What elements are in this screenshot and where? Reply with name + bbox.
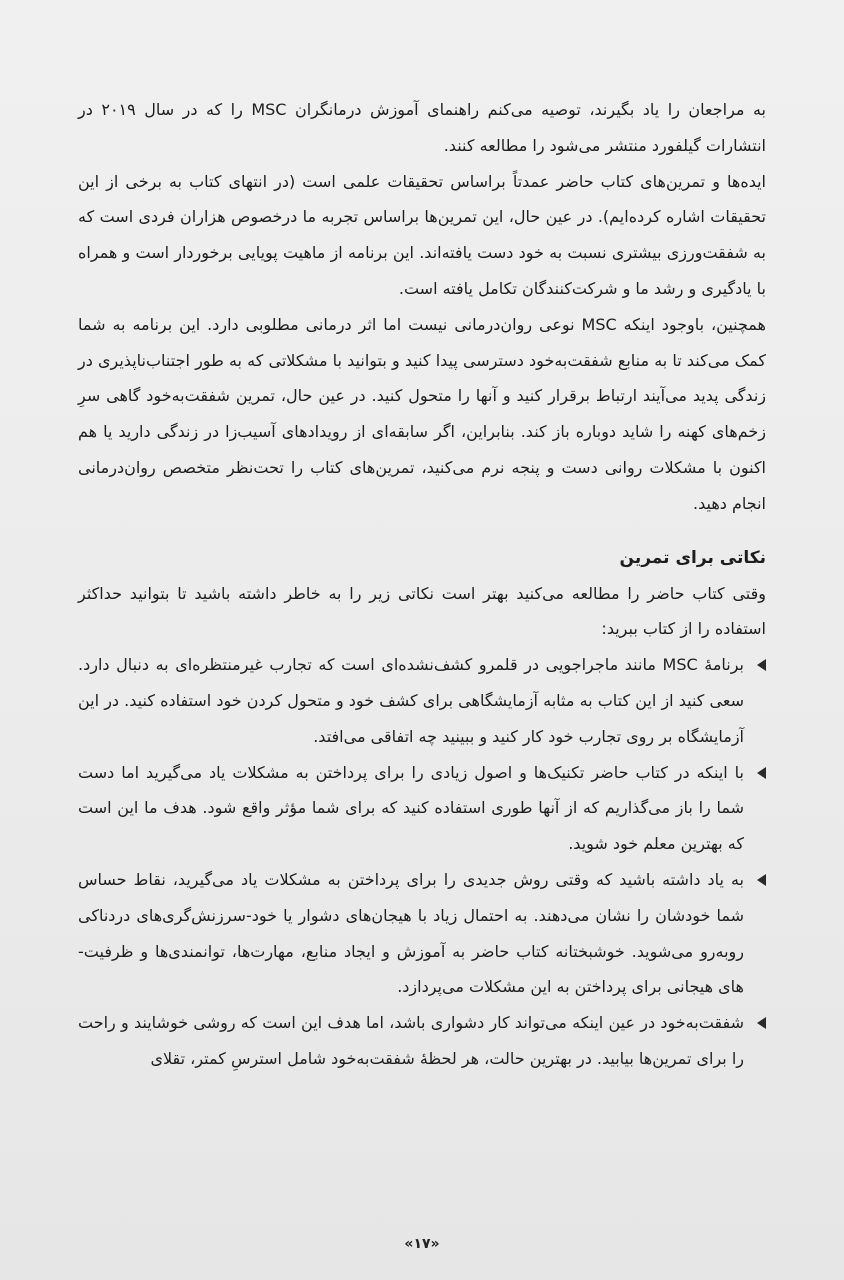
section-heading: نکاتی برای تمرین xyxy=(619,547,766,568)
bullet-arrow-icon xyxy=(757,1017,766,1029)
list-item xyxy=(78,1005,766,1077)
paragraph-2: ایده‌ها و تمرین‌های کتاب حاضر عمدتاً براساس تحقیقات علمی است (در انتهای کتاب به برخی از این تحقیقات اشاره کرده‌ایم). در عین حال، این تمرین‌ها براساس تجربه ما درخصوص هزاران فردی است که به شفقت‌ورزی بیشتری نسبت به خود دست یافته‌اند. این برنامه از ماهیت پویایی برخوردار است و همراه با یادگیری و رشد ما و شرکت‌کنندگان تکامل یافته است. xyxy=(78,171,766,298)
bullet-arrow-icon xyxy=(757,874,766,886)
list-item xyxy=(78,755,766,862)
page-number: «۱۷» xyxy=(404,1236,440,1252)
section-intro: وقتی کتاب حاضر را مطالعه می‌کنید بهتر است نکاتی زیر را به خاطر داشته باشید تا بتوانید حداکثر استفاده را از کتاب ببرید: xyxy=(78,583,766,639)
list-item-text: برنامهٔ MSC مانند ماجراجویی در قلمرو کشف‌نشده‌ای است که تجارب غیرمنتظره‌ای به دنبال دارد. سعی کنید از این کتاب به مثابه آزمایشگاهی برای کشف خود و متحول کردن خود استفاده کنید. در این آزمایشگاه بر روی تجارب خود کار کنید و ببینید چه اتفاقی می‌افتد. xyxy=(78,655,745,746)
list-item-text: به یاد داشته باشید که وقتی روش جدیدی را برای پرداختن به مشکلات یاد می‌گیرید، نقاط حساس شما خودشان را نشان می‌دهند. به احتمال زیاد با هیجان‌های دشوار یا خود-سرزنش‌گری‌های دردناکی روبه‌رو می‌شوید. خوشبختانه کتاب حاضر به آموزش و ایجاد منابع، مهارت‌ها، توانمندی‌ها و ظرفیت-های هیجانی برای پرداختن به این مشکلات می‌پردازد. xyxy=(78,869,744,997)
list-item xyxy=(78,647,766,754)
list-item-text: شفقت‌به‌خود در عین اینکه می‌تواند کار دشواری باشد، اما هدف این است که روشی خوشایند و راحت را برای تمرین‌ها بیابید. در بهترین حالت، هر لحظهٔ شفقت‌به‌خود شامل استرسِ کمتر، تقلای xyxy=(78,1013,744,1068)
bullet-arrow-icon xyxy=(757,767,766,779)
paragraph-1: به مراجعان را یاد بگیرند، توصیه می‌کنم راهنمای آموزش درمانگران MSC را که در سال ۲۰۱۹ در انتشارات گیلفورد منتشر می‌شود را مطالعه کنند. xyxy=(78,100,767,155)
list-item xyxy=(78,862,766,1005)
tips-list xyxy=(78,647,766,1077)
bullet-arrow-icon xyxy=(757,659,766,671)
list-item-text: با اینکه در کتاب حاضر تکنیک‌ها و اصول زیادی را برای پرداختن به مشکلات یاد می‌گیرید اما دست شما را باز می‌گذاریم که از آنها طوری استفاده کنید که برای شما مؤثر واقع شود. هدف ما این است که بهترین معلم خود شوید. xyxy=(78,762,744,854)
paragraph-3: همچنین، باوجود اینکه MSC نوعی روان‌درمانی نیست اما اثر درمانی مطلوبی دارد. این برنامه به شما کمک می‌کند تا به منابع شفقت‌به‌خود دسترسی پیدا کنید و بتوانید با مشکلاتی که به طور اجتناب‌ناپذیری در زندگی پدید می‌آیند ارتباط برقرار کنید و آنها را متحول کنید. در عین حال، تمرین شفقت‌به‌خود گاهی سرِ زخم‌های کهنه را شاید دوباره باز کند. بنابراین، اگر سابقه‌ای از رویدادهای آسیب‌زا در زندگی دارید یا هم اکنون با مشکلات روانی دست و پنجه نرم می‌کنید، تمرین‌های کتاب را تحت‌نظر متخصص روان‌درمانی انجام دهید. xyxy=(78,314,766,513)
